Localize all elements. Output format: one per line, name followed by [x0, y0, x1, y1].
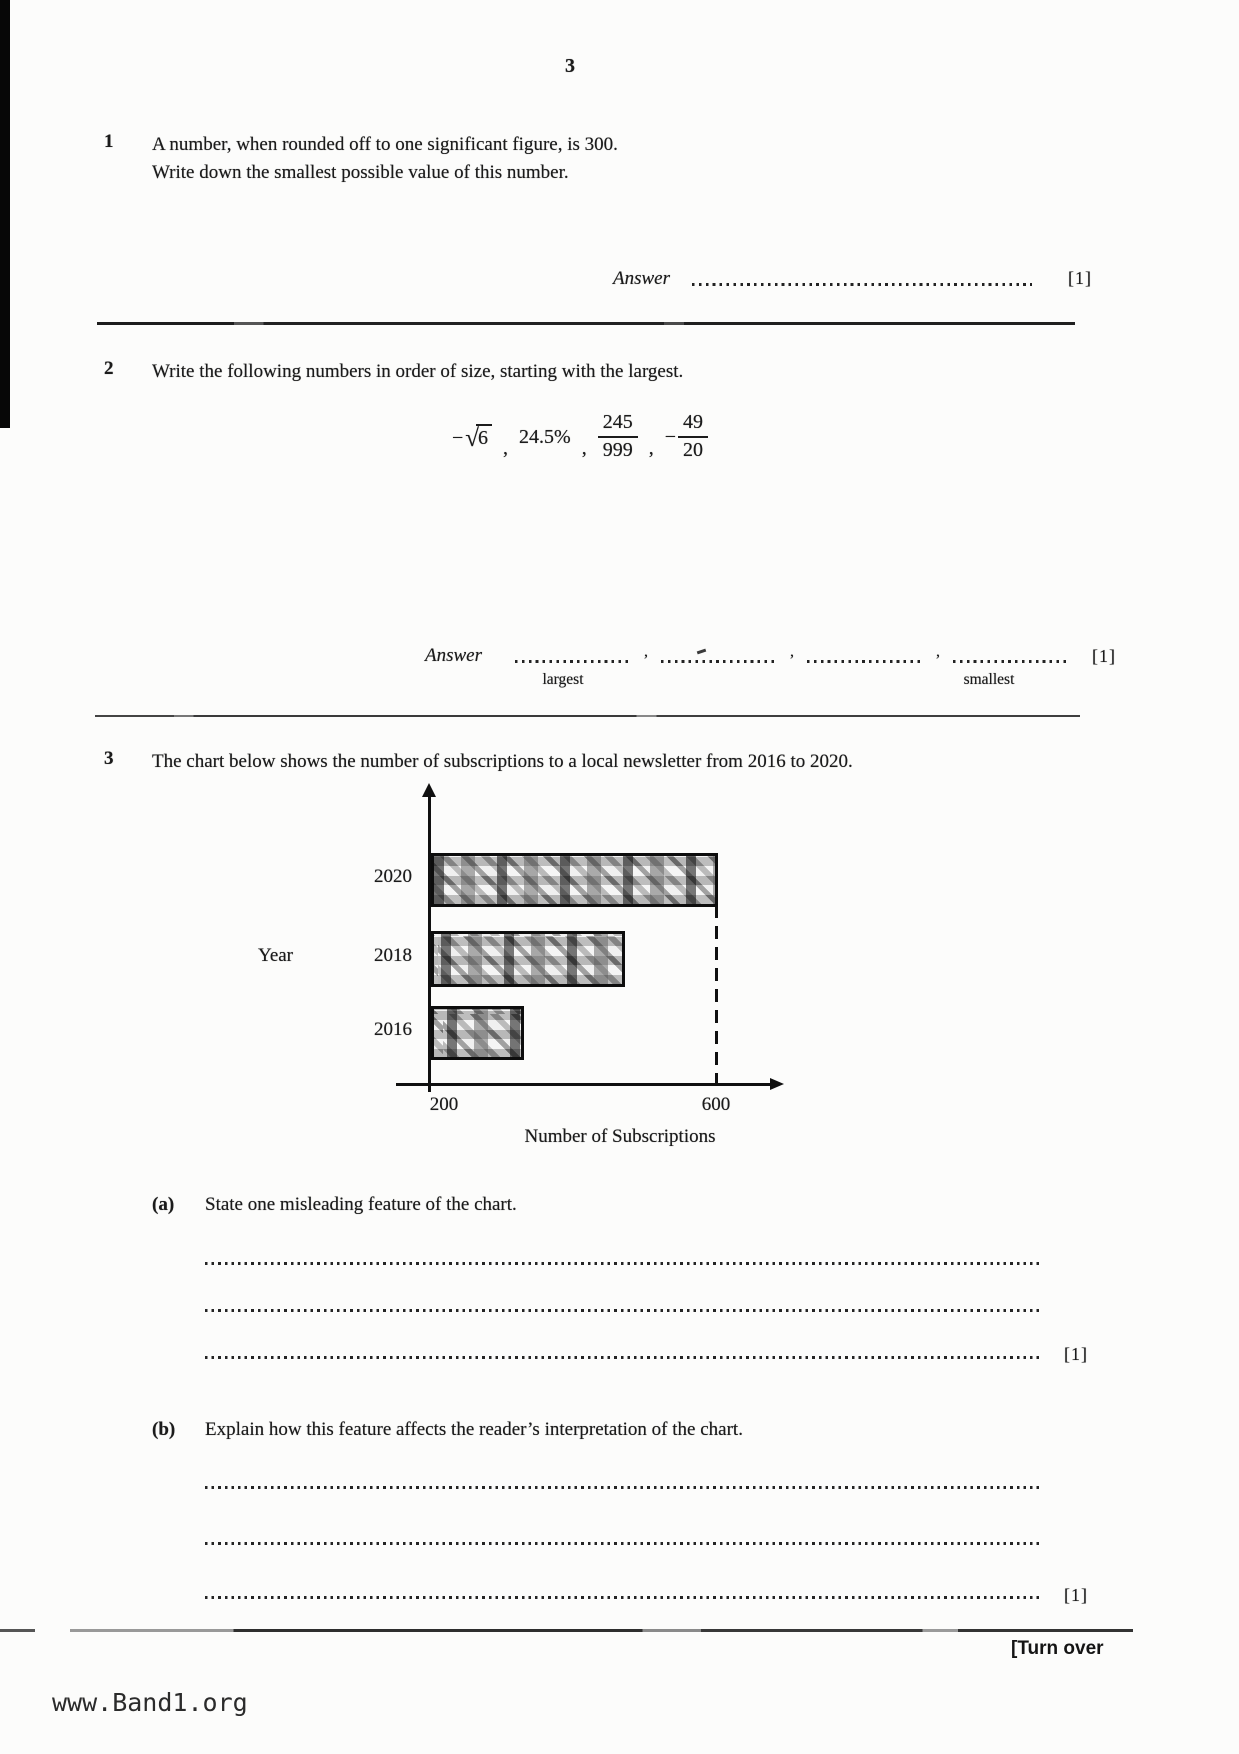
x-axis-arrow-right-icon	[770, 1078, 784, 1090]
separator-comma: ,	[648, 437, 654, 459]
term-percent: 24.5%	[519, 425, 571, 448]
bar-2016	[431, 1006, 524, 1060]
q1-answer-blank	[692, 283, 1032, 286]
minus-sign: −	[664, 425, 676, 448]
separator-comma: ,	[644, 643, 648, 660]
q1-answer-label: Answer	[613, 268, 670, 289]
bar-label-2020: 2020	[374, 866, 412, 887]
bar-2018	[431, 931, 625, 987]
dashed-guide-line-600	[715, 905, 718, 1092]
term-neg-49-20	[665, 412, 708, 461]
q2-answer-row	[425, 643, 1116, 667]
q2-answer-label: Answer	[425, 645, 482, 666]
q1-number: 1	[104, 131, 114, 152]
page-number: 3	[565, 55, 575, 77]
x-axis-title: Number of Subscriptions	[524, 1126, 716, 1147]
radicand: 6	[476, 424, 492, 450]
q3a-answer-line-1	[205, 1262, 1043, 1265]
numerator: 245	[598, 412, 638, 438]
section-divider	[97, 322, 1075, 325]
bar-label-2018: 2018	[374, 945, 412, 966]
q3b-answer-line-1	[205, 1486, 1043, 1489]
q3a-answer-line-3	[205, 1356, 1043, 1359]
fraction-245-999	[598, 412, 638, 461]
radical-sign: √	[465, 425, 480, 452]
section-divider	[95, 715, 1080, 717]
q2-answer-blank-1	[515, 660, 631, 663]
q2-number: 2	[104, 358, 114, 379]
q2-marks: [1]	[1092, 646, 1116, 666]
q2-answer-blank-3	[807, 660, 923, 663]
q3a-marks: [1]	[1064, 1344, 1088, 1364]
footer-site-label: www.Band1.org	[52, 1688, 248, 1717]
separator-comma: ,	[790, 643, 794, 660]
largest-label: largest	[542, 671, 584, 688]
denominator: 999	[602, 439, 633, 461]
q1-line1: A number, when rounded off to one significant figure, is 300.	[152, 134, 618, 155]
footer-divider	[0, 1629, 1168, 1632]
term-neg-sqrt-6: −√6	[452, 424, 492, 450]
q3b-marks: [1]	[1064, 1585, 1088, 1605]
x-tick-600: 600	[701, 1094, 731, 1115]
q1-marks: [1]	[1068, 268, 1092, 288]
separator-comma: ,	[581, 437, 587, 459]
x-tick-200: 200	[429, 1094, 459, 1115]
fraction-49-20	[678, 412, 708, 461]
q1-answer-row	[613, 268, 1032, 290]
denominator: 20	[682, 439, 703, 461]
scan-artifact-left-bar	[0, 0, 10, 428]
q2-answer-blank-4	[953, 660, 1069, 663]
q2-text: Write the following numbers in order of size, starting with the largest.	[152, 361, 684, 382]
separator-comma: ,	[936, 643, 940, 660]
q3-text: The chart below shows the number of subscriptions to a local newsletter from 2016 to 2020.	[152, 751, 853, 772]
q3-number: 3	[104, 748, 114, 769]
smallest-label: smallest	[963, 671, 1015, 688]
q3b-label: (b)	[152, 1419, 176, 1440]
q1-text	[152, 131, 772, 187]
q3a-label: (a)	[152, 1194, 175, 1215]
q3a-answer-line-2	[205, 1309, 1043, 1312]
y-axis-title: Year	[258, 945, 294, 966]
q3b-answer-line-2	[205, 1542, 1043, 1545]
x-axis-line	[396, 1083, 772, 1086]
q2-number-list	[452, 408, 708, 466]
bar-label-2016: 2016	[374, 1019, 412, 1040]
numerator: 49	[678, 412, 708, 438]
q3b-answer-line-3	[205, 1596, 1043, 1599]
bar-2020	[431, 853, 718, 907]
q2-answer-blank-2	[661, 660, 777, 663]
q1-line2: Write down the smallest possible value of this number.	[152, 162, 569, 183]
q3b-prompt: Explain how this feature affects the reader’s interpretation of the chart.	[205, 1419, 743, 1440]
turn-over-label: [Turn over	[1011, 1638, 1104, 1659]
q3a-prompt: State one misleading feature of the chart.	[205, 1194, 517, 1215]
separator-comma: ,	[503, 437, 509, 459]
